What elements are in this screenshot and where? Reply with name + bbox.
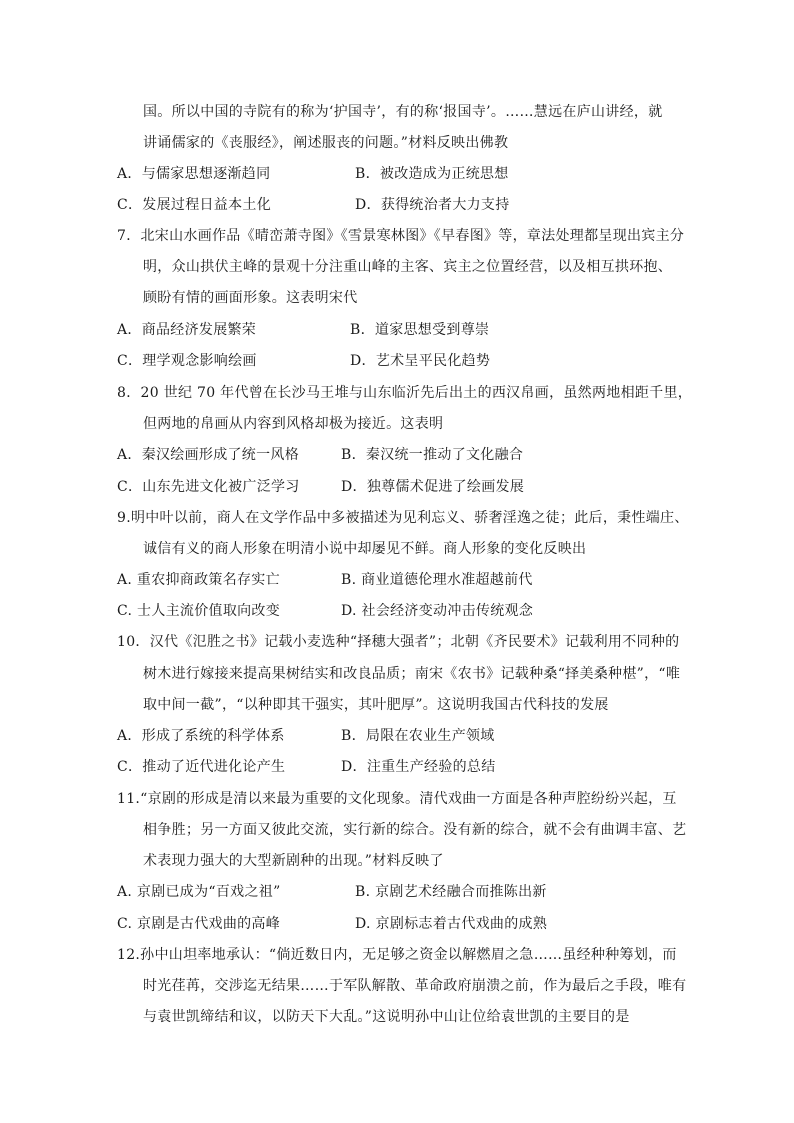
- q9-option-a[interactable]: A. 重农抑商政策名存实亡: [117, 572, 280, 588]
- q9-option-d[interactable]: D. 社会经济变动冲击传统观念: [341, 603, 534, 619]
- q10-stem-line-3: 取中间一截”，“以种即其干强实，其叶肥厚”。这说明我国古代科技的发展: [143, 697, 609, 713]
- q7-option-a[interactable]: A．商品经济发展繁荣: [117, 322, 257, 338]
- q11-option-d[interactable]: D. 京剧标志着古代戏曲的成熟: [355, 916, 548, 932]
- q11-option-a[interactable]: A. 京剧已成为“百戏之祖”: [117, 884, 281, 900]
- q7-stem-line-2: 明，众山拱伏主峰的景观十分注重山峰的主客、宾主之位置经营，以及相互拱环抱、: [143, 259, 673, 275]
- q12-stem-line-1: 12.孙中山坦率地承认：“倘近数日内，无足够之资金以解燃眉之急……虽经种种筹划，而: [117, 947, 677, 963]
- q11-stem-line-3: 术表现力强大的大型新剧种的出现。”材料反映了: [143, 853, 444, 869]
- q10-option-c[interactable]: C．推动了近代进化论产生: [117, 759, 286, 775]
- q11-option-c[interactable]: C. 京剧是古代戏曲的高峰: [117, 916, 281, 932]
- q9-option-c[interactable]: C. 士人主流价值取向改变: [117, 603, 281, 619]
- q11-stem-line-1: 11.“京剧的形成是清以来最为重要的文化现象。清代戏曲一方面是各种声腔纷纷兴起，互: [117, 791, 677, 807]
- q7-stem-line-1: 7．北宋山水画作品《晴峦萧寺图》《雪景寒林图》《早春图》等，章法处理都呈现出宾主分: [117, 228, 685, 244]
- q6-option-a[interactable]: A．与儒家思想逐渐趋同: [117, 166, 271, 182]
- q10-stem-line-2: 树木进行嫁接来提高果树结实和改良品质；南宋《农书》记载种桑“择美桑种椹”，“唯: [143, 666, 681, 682]
- q12-stem-line-2: 时光荏苒，交涉迄无结果……于军队解散、革命政府崩溃之前，作为最后之手段，唯有: [143, 978, 687, 994]
- q7-option-c[interactable]: C．理学观念影响绘画: [117, 353, 257, 369]
- q9-stem-line-1: 9.明中叶以前，商人在文学作品中多被描述为见利忘义、骄奢淫逸之徒；此后，秉性端庄、: [117, 510, 689, 526]
- q6-option-b[interactable]: B．被改造成为正统思想: [355, 166, 509, 182]
- q6-option-d[interactable]: D．获得统治者大力支持: [355, 197, 510, 213]
- q11-stem-line-2: 相争胜；另一方面又彼此交流，实行新的综合。没有新的综合，就不会有曲调丰富、艺: [143, 822, 687, 838]
- q10-option-b[interactable]: B．局限在农业生产领域: [341, 728, 495, 744]
- q10-option-a[interactable]: A．形成了系统的科学体系: [117, 728, 285, 744]
- q8-option-c[interactable]: C．山东先进文化被广泛学习: [117, 479, 300, 495]
- q8-stem-line-1: 8．20 世纪 70 年代曾在长沙马王堆与山东临沂先后出土的西汉帛画，虽然两地相距千里，: [117, 385, 693, 401]
- q8-option-a[interactable]: A．秦汉绘画形成了统一风格: [117, 447, 300, 463]
- q9-stem-line-2: 诚信有义的商人形象在明清小说中却屡见不鲜。商人形象的变化反映出: [143, 541, 587, 557]
- q7-option-d[interactable]: D．艺术呈平民化趋势: [350, 353, 491, 369]
- q6-stem-line-2: 讲诵儒家的《丧服经》，阐述服丧的问题。”材料反映出佛教: [143, 135, 509, 151]
- q6-stem-line-1: 国。所以中国的寺院有的称为‘护国寺’，有的称‘报国寺’。……慧远在庐山讲经，就: [143, 104, 663, 120]
- q7-option-b[interactable]: B．道家思想受到尊崇: [350, 322, 490, 338]
- q8-option-d[interactable]: D．独尊儒术促进了绘画发展: [341, 479, 525, 495]
- q12-stem-line-3: 与袁世凯缔结和议，以防天下大乱。”这说明孙中山让位给袁世凯的主要目的是: [143, 1009, 630, 1025]
- q6-option-c[interactable]: C．发展过程日益本土化: [117, 197, 272, 213]
- q8-option-b[interactable]: B．秦汉统一推动了文化融合: [341, 447, 524, 463]
- q10-option-d[interactable]: D．注重生产经验的总结: [341, 759, 496, 775]
- q11-option-b[interactable]: B. 京剧艺术经融合而推陈出新: [355, 884, 547, 900]
- q10-stem-line-1: 10．汉代《氾胜之书》记载小麦选种“择穗大强者”；北朝《齐民要术》记载利用不同种的: [117, 634, 680, 650]
- q7-stem-line-3: 顾盼有情的画面形象。这表明宋代: [143, 290, 358, 306]
- q9-option-b[interactable]: B. 商业道德伦理水准超越前代: [341, 572, 533, 588]
- q8-stem-line-2: 但两地的帛画从内容到风格却极为接近。这表明: [143, 416, 444, 432]
